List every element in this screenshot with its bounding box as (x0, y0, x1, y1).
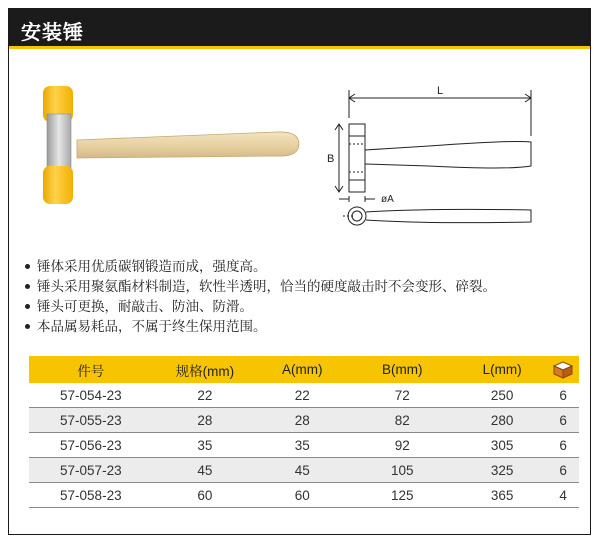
cell-a: 60 (257, 483, 347, 508)
table-row (29, 408, 579, 433)
cell-package-qty: 6 (547, 458, 579, 483)
bullet-icon (25, 284, 30, 289)
cell-l: 305 (457, 433, 547, 458)
cell-b: 105 (347, 458, 457, 483)
feature-list (23, 257, 578, 337)
diameter-label: øA (381, 194, 394, 205)
header-part-no: 件号 (29, 356, 153, 383)
cell-spec: 35 (153, 433, 257, 458)
feature-item (23, 277, 578, 297)
feature-text: 锤头可更换，耐敲击、防油、防滑。 (37, 299, 253, 315)
cell-package-qty: 6 (547, 408, 579, 433)
cell-b: 72 (347, 383, 457, 408)
height-label: B (327, 153, 335, 165)
title-bar (9, 9, 590, 49)
table-header-row (29, 356, 579, 383)
bullet-icon (25, 264, 30, 269)
bullet-icon (25, 304, 30, 309)
cell-l: 280 (457, 408, 547, 433)
cell-part-no: 57-058-23 (29, 483, 153, 508)
cell-package-qty: 6 (547, 383, 579, 408)
page-title: 安装锤 (21, 20, 84, 44)
cell-spec: 28 (153, 408, 257, 433)
cell-l: 250 (457, 383, 547, 408)
header-package (547, 356, 579, 383)
cell-b: 82 (347, 408, 457, 433)
table-row (29, 433, 579, 458)
cell-spec: 22 (153, 383, 257, 408)
cell-b: 92 (347, 433, 457, 458)
bullet-icon (25, 324, 30, 329)
header-a: A(mm) (257, 356, 347, 383)
cell-spec: 45 (153, 458, 257, 483)
dimension-drawing (309, 84, 549, 234)
feature-text: 本品属易耗品，不属于终生保用范围。 (37, 319, 267, 335)
feature-item (23, 297, 578, 317)
cell-part-no: 57-056-23 (29, 433, 153, 458)
table-row (29, 383, 579, 408)
cell-part-no: 57-055-23 (29, 408, 153, 433)
feature-item (23, 317, 578, 337)
cell-a: 45 (257, 458, 347, 483)
hammer-photo (37, 84, 307, 214)
cell-a: 28 (257, 408, 347, 433)
feature-item (23, 257, 578, 277)
package-box-icon (553, 361, 573, 379)
cell-spec: 60 (153, 483, 257, 508)
cell-b: 125 (347, 483, 457, 508)
cell-part-no: 57-054-23 (29, 383, 153, 408)
feature-text: 锤头采用聚氨酯材料制造，软性半透明，恰当的硬度敲击时不会变形、碎裂。 (37, 279, 496, 295)
table-row (29, 458, 579, 483)
length-label: L (437, 85, 444, 97)
header-l: L(mm) (457, 356, 547, 383)
cell-package-qty: 6 (547, 433, 579, 458)
header-b: B(mm) (347, 356, 457, 383)
spec-table (29, 356, 579, 508)
cell-a: 35 (257, 433, 347, 458)
header-spec: 规格(mm) (153, 356, 257, 383)
table-row (29, 483, 579, 508)
product-card (8, 8, 591, 535)
feature-text: 锤体采用优质碳钢锻造而成，强度高。 (37, 259, 267, 275)
cell-l: 365 (457, 483, 547, 508)
cell-a: 22 (257, 383, 347, 408)
cell-package-qty: 4 (547, 483, 579, 508)
cell-part-no: 57-057-23 (29, 458, 153, 483)
cell-l: 325 (457, 458, 547, 483)
